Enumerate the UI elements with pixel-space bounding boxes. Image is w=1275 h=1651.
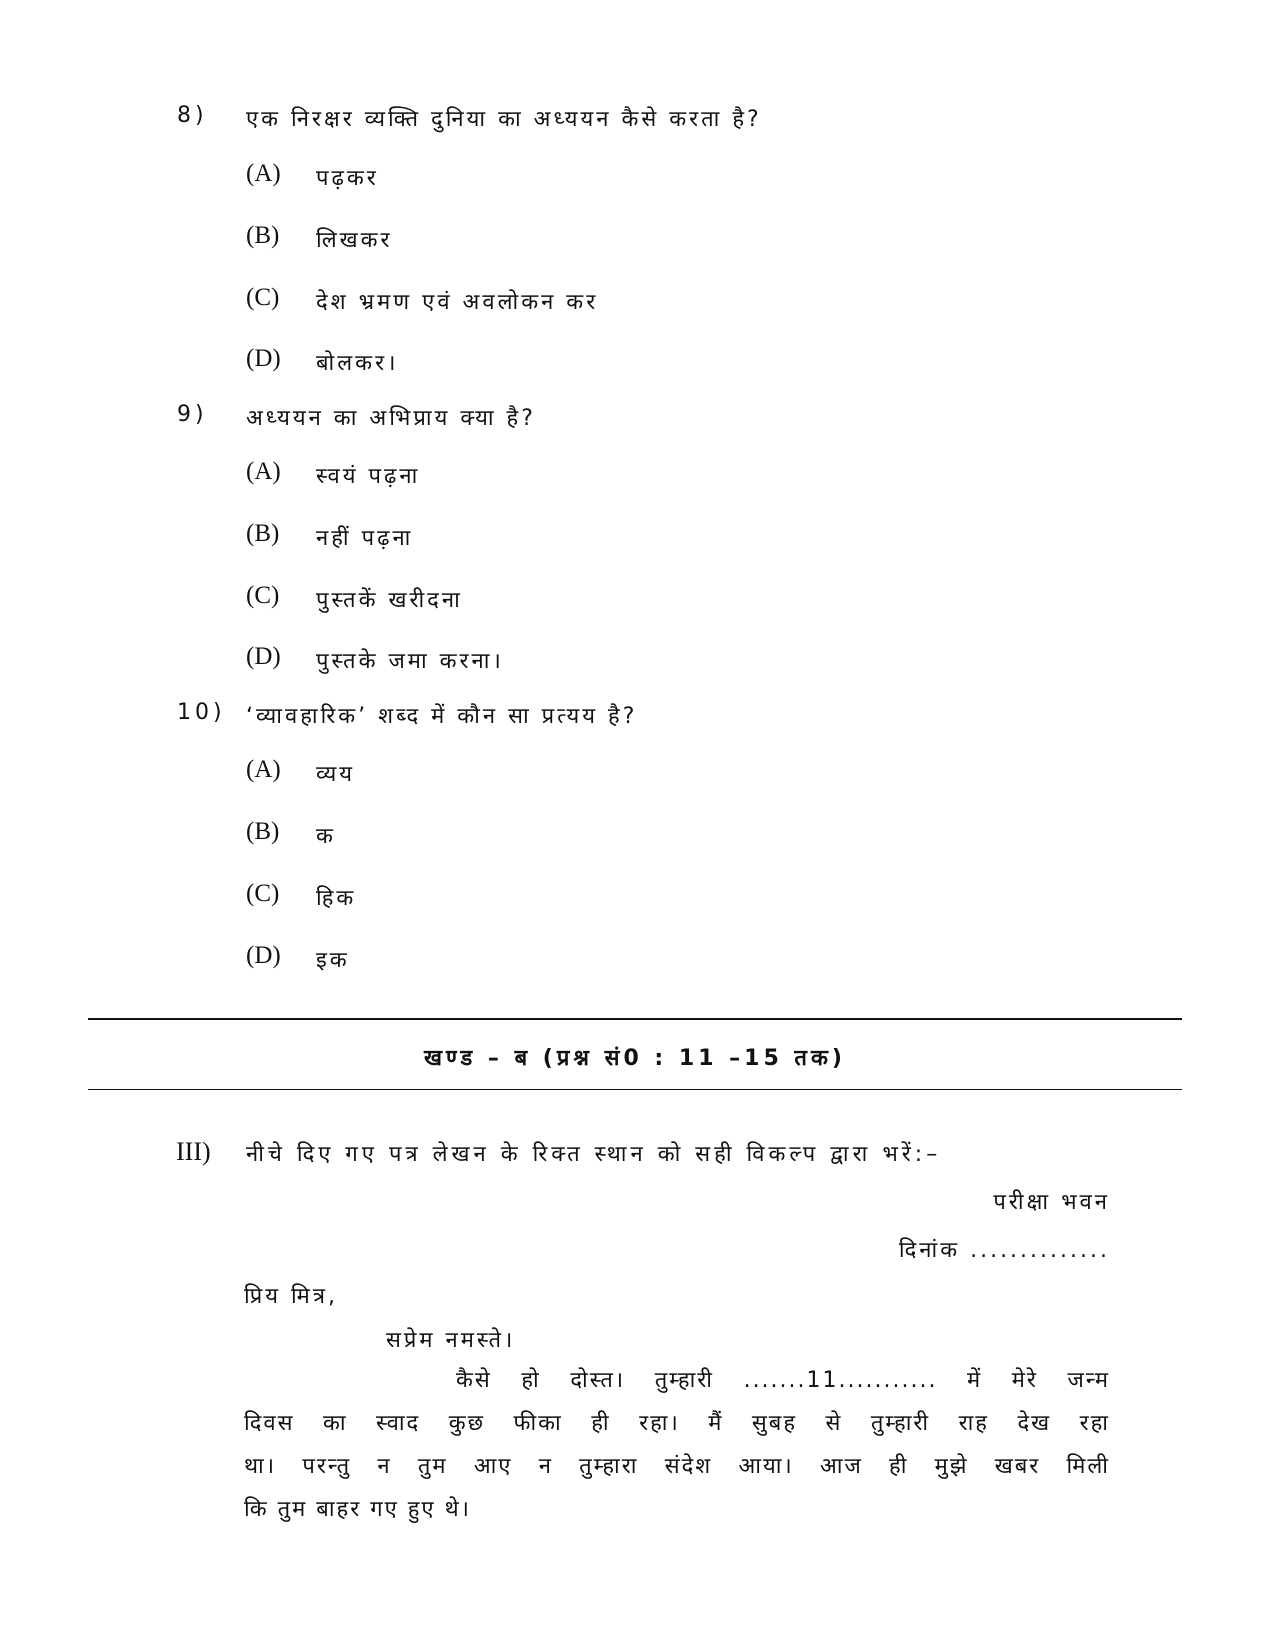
option-text: हिक [316, 886, 357, 911]
letter-salutation: प्रिय मित्र, [244, 1284, 338, 1309]
body-line: था। परन्तु न तुम आए न तुम्हारा संदेश आया। आज ही मुझे खबर मिली [244, 1454, 1110, 1479]
question-number: 8) [177, 103, 208, 128]
option-label: (B) [246, 818, 280, 845]
letter-greeting: सप्रेम नमस्ते। [386, 1328, 516, 1353]
question-text: एक निरक्षर व्यक्ति दुनिया का अध्ययन कैसे करता है? [246, 107, 762, 132]
option-text: पढ़कर [316, 166, 379, 191]
option-text: व्यय [316, 762, 356, 787]
body-line: कैसे हो दोस्त। तुम्हारी .......11........... में मेरे जन्म [456, 1368, 1110, 1393]
option-text: नहीं पढ़ना [316, 526, 414, 551]
option-text: बोलकर। [316, 351, 399, 376]
option-label: (D) [246, 345, 281, 372]
question-text: अध्ययन का अभिप्राय क्या है? [246, 406, 536, 431]
option-text: पुस्तके जमा करना। [316, 649, 504, 674]
option-label: (A) [246, 756, 281, 783]
option-label: (B) [246, 222, 280, 249]
question-number: 9) [177, 402, 208, 427]
option-text: पुस्तकें खरीदना [316, 588, 463, 613]
letter-place: परीक्षा भवन [993, 1190, 1110, 1215]
letter-body [244, 1402, 1110, 1531]
option-label: (C) [246, 880, 280, 907]
option-label: (D) [246, 942, 281, 969]
section-title: खण्ड – ब (प्रश्न सं0 : 11 –15 तक) [424, 1046, 846, 1071]
question-number: III) [176, 1137, 211, 1166]
option-label: (B) [246, 520, 280, 547]
option-text: क [316, 824, 336, 849]
body-line: कि तुम बाहर गए हुए थे। [244, 1497, 471, 1522]
option-label: (A) [246, 458, 281, 485]
letter-date: दिनांक .............. [898, 1238, 1110, 1263]
option-label: (A) [246, 160, 281, 187]
letter-body-line-1 [244, 1359, 1110, 1402]
section-divider-bottom [88, 1089, 1182, 1090]
option-text: स्वयं पढ़ना [316, 464, 421, 489]
body-line: दिवस का स्वाद कुछ फीका ही रहा। मैं सुबह से तुम्हारी राह देख रहा [244, 1411, 1110, 1436]
option-text: लिखकर [316, 228, 393, 253]
option-label: (C) [246, 284, 280, 311]
question-text: ‘व्यावहारिक’ शब्द में कौन सा प्रत्यय है? [246, 704, 638, 729]
option-text: देश भ्रमण एवं अवलोकन कर [316, 290, 599, 315]
option-label: (C) [246, 582, 280, 609]
section-divider-top [88, 1018, 1182, 1020]
question-number: 10) [177, 700, 226, 725]
question-text: नीचे दिए गए पत्र लेखन के रिक्त स्थान को सही विकल्प द्वारा भरें:– [246, 1142, 942, 1167]
option-text: इक [316, 948, 350, 973]
option-label: (D) [246, 643, 281, 670]
